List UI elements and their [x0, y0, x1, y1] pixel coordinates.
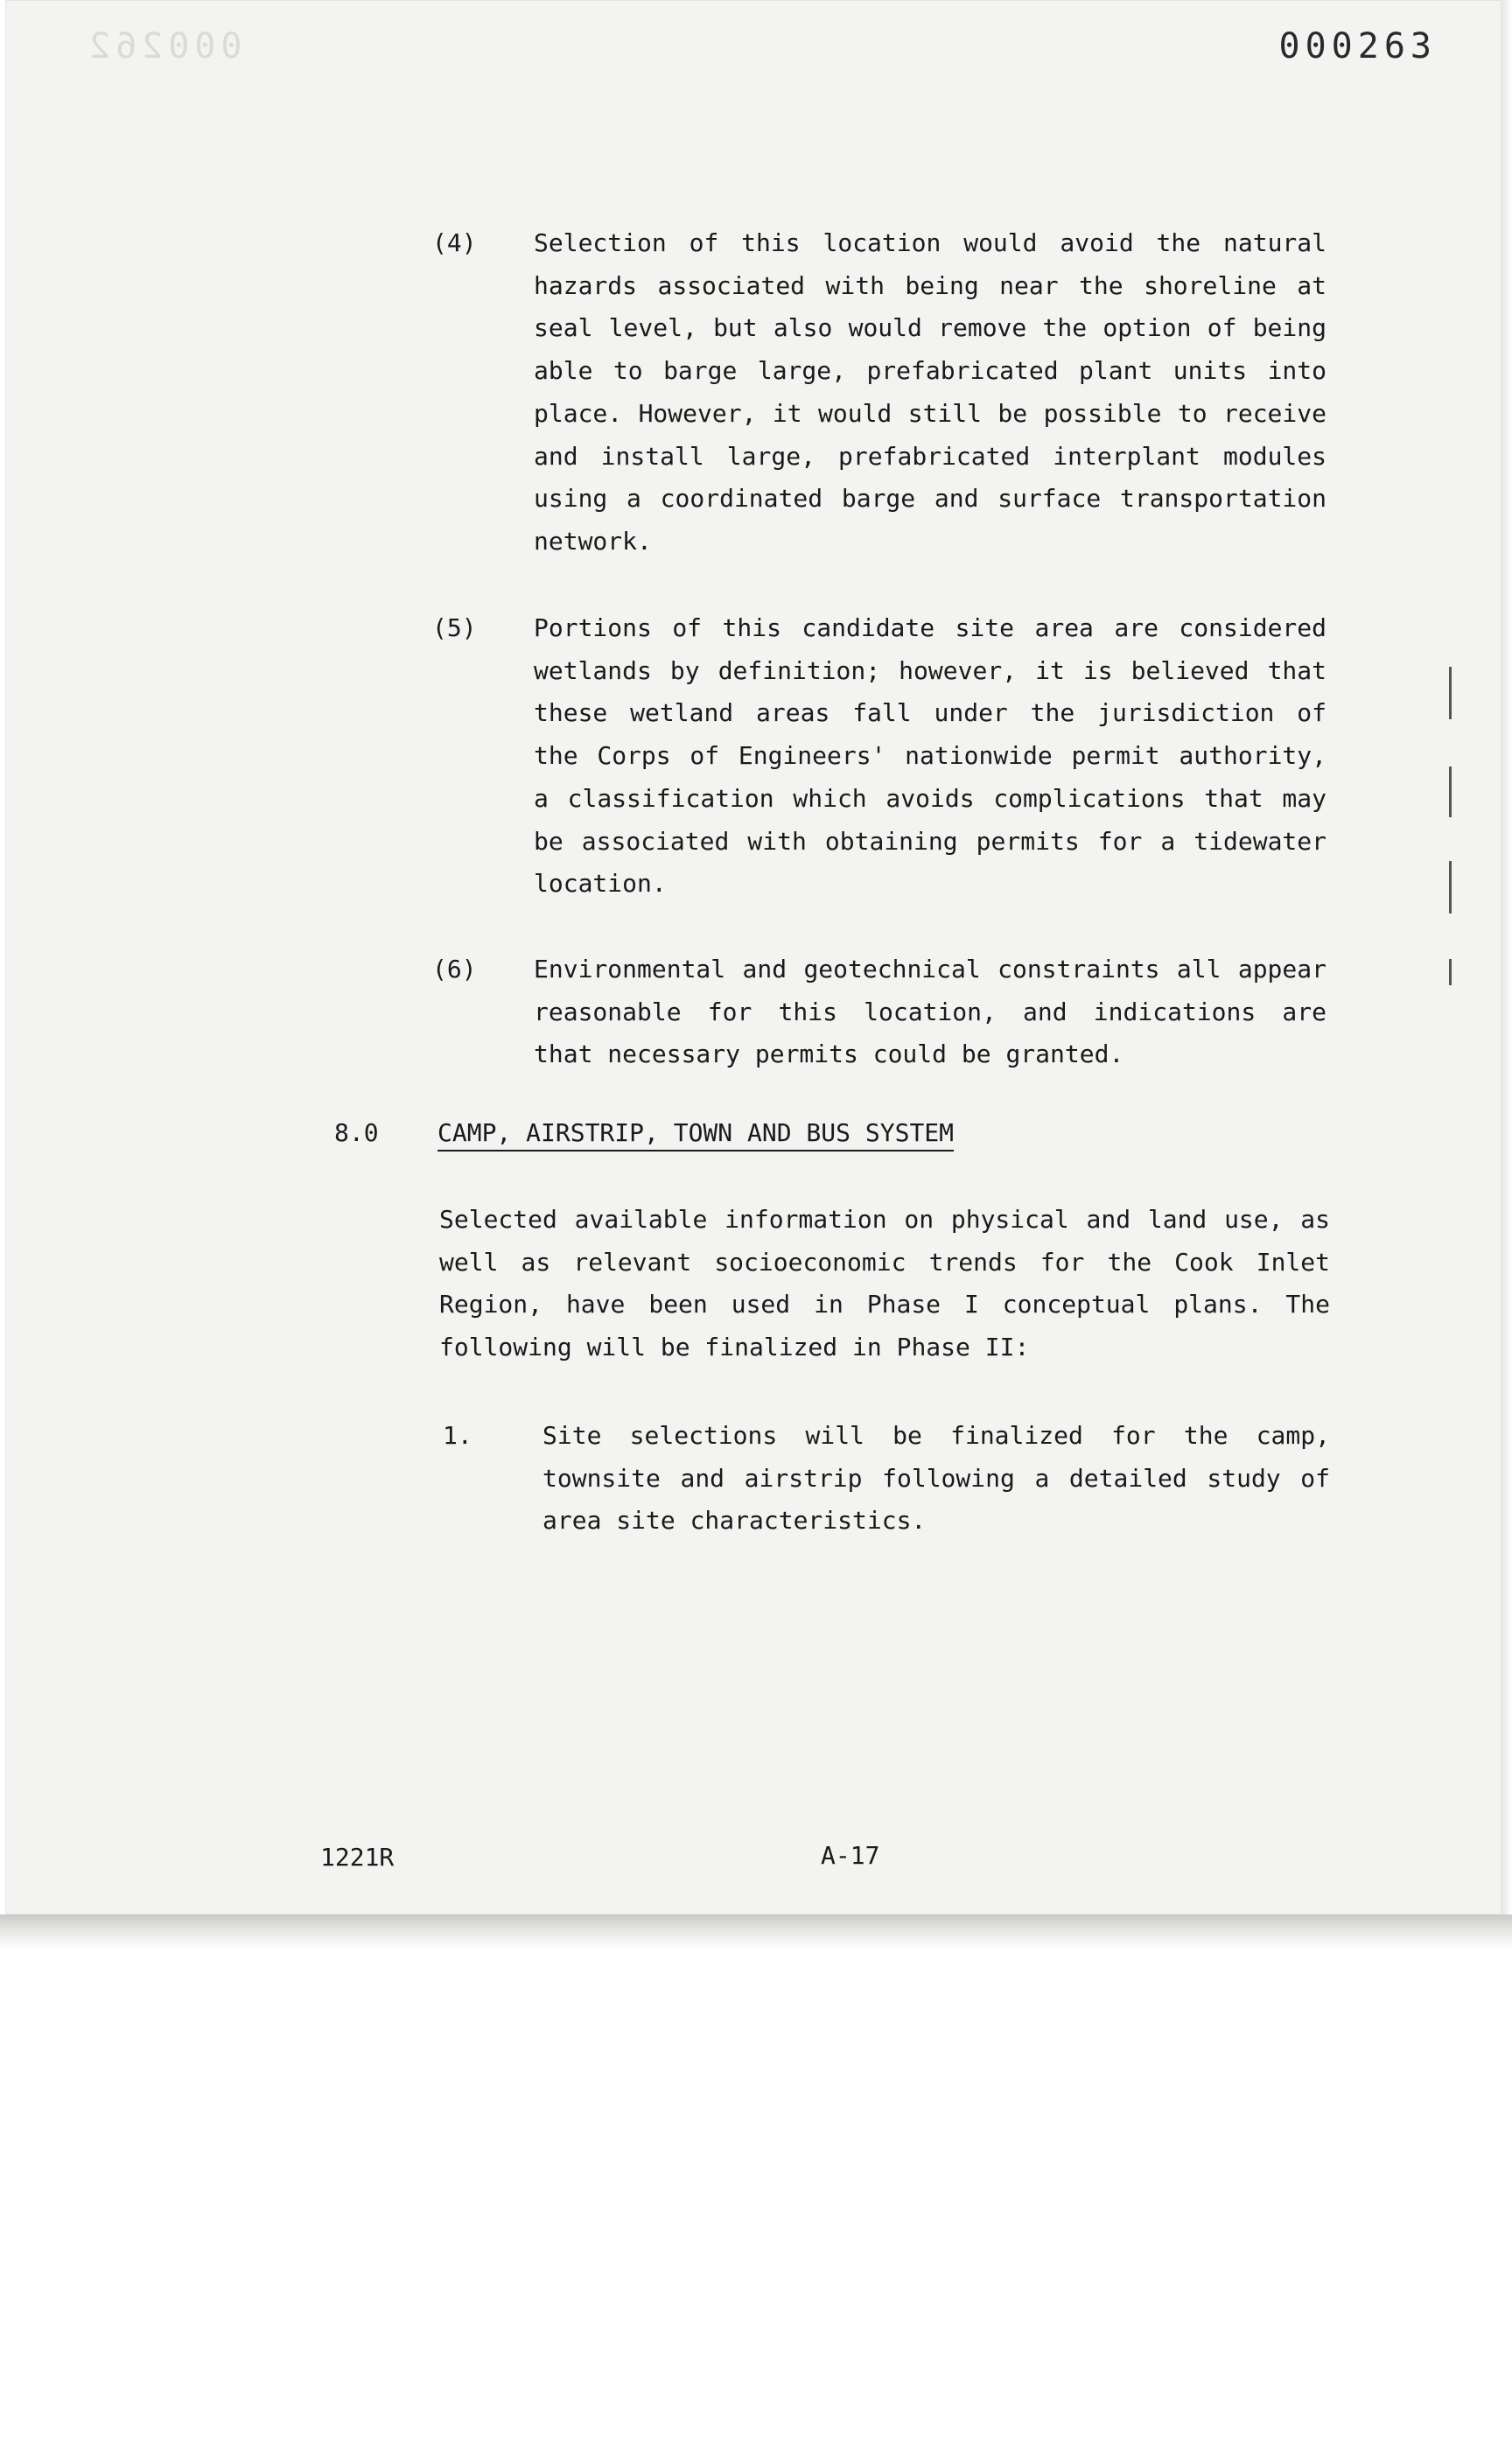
list-item-text: Site selections will be finalized for the camp, townsite and airstrip following a detailed study of area site characteristics. — [542, 1421, 1330, 1536]
page-bottom-shadow — [0, 1914, 1512, 1950]
margin-mark — [1449, 959, 1452, 985]
margin-mark — [1449, 861, 1452, 914]
list-item-number: 1. — [443, 1421, 472, 1450]
margin-mark — [1449, 667, 1452, 719]
document-code: 1221R — [320, 1843, 395, 1872]
item-number: (6) — [432, 955, 477, 984]
margin-mark — [1449, 766, 1452, 817]
item-text: Environmental and geotechnical constraints all appear reasonable for this location, and indications are that necessary permits could be granted. — [534, 955, 1326, 1069]
item-number: (5) — [432, 613, 477, 642]
item-number: (4) — [432, 228, 477, 257]
section-title: CAMP, AIRSTRIP, TOWN AND BUS SYSTEM — [438, 1118, 955, 1147]
section-number: 8.0 — [334, 1118, 379, 1147]
page-number: 000263 — [1278, 26, 1437, 66]
item-text: Portions of this candidate site area are considered wetlands by definition; however, it is believed that these wetland areas fall under the jurisdiction of the Corps of Engineers' nationwide permit authority, a classification which avoids complications that may be associated with obtaining permits for a tidewater location. — [534, 613, 1326, 899]
page-label: A-17 — [821, 1841, 880, 1870]
item-text: Selection of this location would avoid the natural hazards associated with being near the shoreline at seal level, but also would remove the option of being able to barge large, prefabricated plant units into place. However, it would still be possible to receive and install large, prefabricated interplant modules using a coordinated barge and surface transportation network. — [534, 228, 1326, 556]
section-paragraph: Selected available information on physical and land use, as well as relevant socioeconomic trends for the Cook Inlet Region, have been used in Phase I conceptual plans. The following will be finalized in Phase II: — [439, 1205, 1330, 1362]
bleed-through-page-number: 000262 — [84, 26, 242, 66]
page-edge-shadow — [1502, 0, 1512, 1925]
